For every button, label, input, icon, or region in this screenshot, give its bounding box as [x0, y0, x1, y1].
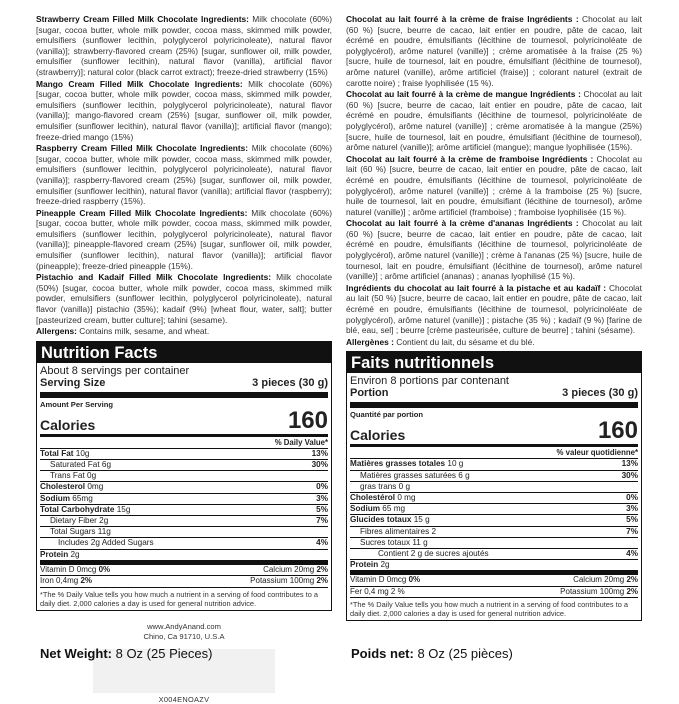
french-label-column — [346, 14, 642, 621]
servings-per-container: About 8 servings per container — [40, 364, 190, 377]
net-weight-value: 8 Oz (25 Pieces) — [111, 646, 213, 661]
daily-value-header: % Daily Value* — [40, 437, 328, 449]
calories-value-fr: 160 — [597, 417, 638, 445]
facts-title-fr: Faits nutritionnels — [347, 352, 641, 373]
ingredient-block-pistachio: Pistachio and Kadaif Filled Milk Chocolate Ingredients: Milk chocolate (50%) [sugar, cocoa butter, whole milk powder, cocoa mass, skimmed milk powder, emulsifiers (sunflower lecithin, polyglycerol polyricinoleate), natural flavor (vanilla)] pistachio (35%); kadaif (9%) [wheat flour, water, salt]; butter [pasteurized cream, butter culture]; tahini (sesame). — [36, 272, 333, 325]
ingredient-block-ananas: Chocolat au lait fourré à la crème d'ananas Ingrédients : Chocolat au lait (60 %) [sucre, beurre de cacao, lait entier en poudre, pâte de cacao, lait écrémé en poudre, émulsifiants (lécithine de tournesol, polyricinoléate de polyglycérol), arôme naturel (vanille)] ; crème à l'ananas (25 %) [sucre, huile de tournesol, lait en poudre, émulsifiant (lécithine de tournesol), arôme naturel (vanille)] ; arôme artificiel (ananas) ; ananas lyophilisé (15 %). — [346, 218, 642, 282]
nutrient-row-trans-fat: Trans Fat 0g — [40, 471, 328, 482]
servings-per-container-fr: Environ 8 portions par contenant — [350, 375, 509, 388]
calories-row — [40, 406, 328, 437]
nutrient-row-cholesterol-fr: Cholestérol 0 mg 0% — [350, 493, 638, 504]
net-weight — [40, 646, 212, 662]
amount-per-serving: Amount Per Serving — [40, 399, 113, 409]
nutrient-row-total-fat: Total Fat 10g 13% — [40, 449, 328, 460]
vitamin-row-1-fr: Vitamin D 0mcg 0% Calcium 20mg 2% — [350, 575, 638, 587]
nutrient-row-saturated-fat-fr: Matières grasses saturées 6 g 30% — [350, 471, 638, 482]
serving-size-row-fr — [350, 387, 638, 408]
nutrient-row-cholesterol: Cholesterol 0mg 0% — [40, 482, 328, 493]
nutrient-row-added-sugars: Includes 2g Added Sugars 4% — [40, 538, 328, 549]
serving-size-label: Serving Size — [40, 376, 106, 389]
nutrient-row-dietary-fiber: Dietary Fiber 2g 7% — [40, 516, 328, 527]
barcode-number: X004ENOAZV — [158, 694, 210, 704]
nutrient-row-total-sugars-fr: Sucres totaux 11 g — [350, 538, 638, 549]
nutrient-row-dietary-fiber-fr: Fibres alimentaires 2 7% — [350, 527, 638, 538]
nutrient-row-total-sugars: Total Sugars 11g — [40, 527, 328, 538]
company-website: www.AndyAnand.com — [147, 621, 221, 631]
serving-size-value: 3 pieces (30 g) — [252, 376, 328, 389]
company-address — [36, 622, 332, 642]
serving-size-row — [40, 377, 328, 398]
serving-size-value-fr: 3 pieces (30 g) — [562, 387, 638, 400]
ingredient-block-fraise: Chocolat au lait fourré à la crème de fraise Ingrédients : Chocolat au lait (60 %) [sucre, beurre de cacao, lait entier en poudre, pâte de cacao, lait écrémé en poudre, émulsifiants (lécithine de tournesol, polyricinoléate de polyglycérol), arôme naturel (vanille)] ; crème aromatisée à la fraise (25 %) [sucre, huile de tournesol, lait en poudre, émulsifiant (lécithine de tournesol), arôme naturel (vanille), arôme artificiel (fraise)] ; colorant naturel (extrait de carotte noire) ; fraise lyophilisée (15 %). — [346, 14, 642, 88]
calories-row-fr — [350, 419, 638, 447]
calories-label: Calories — [40, 416, 96, 433]
vitamin-row-2-fr: Fer 0,4 mg 2 % Potassium 100mg 2% — [350, 587, 638, 599]
calories-label-fr: Calories — [350, 427, 406, 444]
net-weight-label-fr: Poids net: — [351, 646, 414, 661]
nutrient-row-trans-fat-fr: gras trans 0 g — [350, 482, 638, 493]
nutrient-row-total-fat-fr: Matières grasses totales 10 g 13% — [350, 459, 638, 470]
allergens-statement: Allergens: Contains milk, sesame, and wheat. — [36, 326, 210, 337]
ingredients-list — [36, 14, 332, 337]
daily-value-header-fr: % valeur quotidienne* — [350, 447, 638, 459]
net-weight-label: Net Weight: — [40, 646, 112, 661]
nutrient-row-sodium-fr: Sodium 65 mg 3% — [350, 504, 638, 515]
nutrient-row-protein: Protein 2g — [40, 550, 328, 565]
company-city: Chino, Ca 91710, U.S.A — [143, 631, 225, 641]
ingredient-block-raspberry: Raspberry Cream Filled Milk Chocolate Ingredients: Milk chocolate (60%) [sugar, cocoa butter, whole milk powder, cocoa mass, skimmed milk powder, emulsifiers (sunflower lecithin, polyglycerol polyricinoleate), natural flavor (vanilla)]; raspberry-flavored cream (25%) [sugar, sunflower oil, milk powder, emulsifier (sunflower lecithin), natural flavor (vanilla); artificial flavor (raspberry); freeze-dried raspberry (15%). — [36, 143, 333, 207]
vitamin-row-1: Vitamin D 0mcg 0% Calcium 20mg 2% — [40, 565, 328, 577]
net-weight-value-fr: 8 Oz (25 pièces) — [413, 646, 513, 661]
daily-value-footnote: *The % Daily Value tells you how much a nutrient in a serving of food contributes to a daily diet. 2,000 calories a day is used for general nutrition advice. — [40, 589, 318, 608]
nutrition-facts-panel — [36, 341, 332, 611]
calories-value: 160 — [287, 406, 328, 434]
amount-per-serving-fr: Quantité par portion — [350, 410, 423, 420]
ingredient-block-strawberry: Strawberry Cream Filled Milk Chocolate Ingredients: Milk chocolate (60%) [sugar, cocoa butter, whole milk powder, cocoa mass, skimmed milk powder, emulsifiers (sunflower lecithin, polyglycerol polyricinoleate), natural flavor (vanilla)]; strawberry-flavored cream (25%) [sugar, sunflower oil, milk powder, emulsifier (sunflower lecithin), natural flavor (vanilla), artificial flavor (strawberry)]; natural color (black carrot extract); freeze-dried strawberry (15%) — [36, 14, 333, 77]
nutrient-row-protein-fr: Protein 2g — [350, 560, 638, 575]
daily-value-footnote-fr: *The % Daily Value tells you how much a nutrient in a serving of food contributes to a daily diet. 2,000 calories a day is used for general nutrition advice. — [350, 600, 628, 619]
facts-title: Nutrition Facts — [37, 342, 331, 363]
ingredient-block-framboise: Chocolat au lait fourré à la crème de framboise Ingrédients : Chocolat au lait (60 %) [sucre, beurre de cacao, lait entier en poudre, pâte de cacao, lait écrémé en poudre, émulsifiants (lécithine de tournesol, polyricinoléate de polyglycérol), arôme naturel (vanille)] ; crème à la framboise (25 %) [sucre, huile de tournesol, lait en poudre, émulsifiant (lécithine de tournesol), arôme naturel (vanille)] ; arôme artificiel (framboise) ; framboise lyophilisée (15 %). — [346, 153, 642, 217]
vitamin-row-2: Iron 0,4mg 2% Potassium 100mg 2% — [40, 576, 328, 588]
nutrition-facts-panel-fr — [346, 351, 642, 621]
nutrient-row-sodium: Sodium 65mg 3% — [40, 494, 328, 505]
serving-size-label-fr: Portion — [350, 387, 389, 400]
nutrient-row-total-carbohydrate: Total Carbohydrate 15g 5% — [40, 505, 328, 516]
nutrient-row-total-carbohydrate-fr: Glucides totaux 15 g 5% — [350, 515, 638, 526]
ingredients-list-fr — [346, 14, 642, 347]
net-weight-fr — [351, 646, 513, 662]
english-label-column — [36, 14, 332, 704]
ingredient-block-mangue: Chocolat au lait fourré à la crème de mangue Ingrédients : Chocolat au lait (60 %) [sucre, beurre de cacao, lait entier en poudre, pâte de cacao, lait écrémé en poudre, émulsifiants (lécithine de tournesol, polyricinoléate de polyglycérol), arôme naturel (vanille)] ; crème aromatisée à la mangue (25%) [sucre, huile de tournesol, lait en poudre, émulsifiant (lécithine de tournesol), arôme naturel (vanille)]; arôme artificiel (mangue); mangue lyophilisée (15%). — [346, 89, 642, 153]
ingredient-block-pistache: Ingrédients du chocolat au lait fourré à la pistache et au kadaïf : Chocolat au lait (50 %) [sucre, beurre de cacao, lait entier en poudre, pâte de cacao, lait écrémé en poudre, émulsifiants (lécithine de tournesol, polyricinoléate de polyglycérol), arôme naturel (vanille)] ; pistache (35 %) ; kadaïf (9 %) [farine de blé, eau, sel] ; beurre [crème pasteurisée, culture de beurre] ; tahini (sésame). — [346, 282, 642, 336]
ingredient-block-mango: Mango Cream Filled Milk Chocolate Ingredients: Milk chocolate (60%) [sugar, cocoa butter, whole milk powder, cocoa mass, skimmed milk powder, emulsifiers (sunflower lecithin, polyglycerol polyricinoleate), natural flavor (vanilla)]; mango-flavored cream (25%) [sugar, sunflower oil, milk powder, emulsifier (sunflower lecithin), natural flavor (vanilla)]; artificial flavor (mango); freeze-dried mango (15%) — [36, 78, 332, 142]
allergens-statement-fr: Allergènes : Contient du lait, du sésame et du blé. — [346, 336, 535, 347]
nutrient-row-saturated-fat: Saturated Fat 6g 30% — [40, 460, 328, 471]
ingredient-block-pineapple: Pineapple Cream Filled Milk Chocolate Ingredients: Milk chocolate (60%) [sugar, cocoa butter, whole milk powder, cocoa mass, skimmed milk powder, emulsifiers (sunflower lecithin, polyglycerol polyricinoleate), natural flavor (vanilla)]; pineapple-flavored cream (25%) [sugar, sunflower oil, milk powder, emulsifier (sunflower lecithin), natural flavor (vanilla)]; artificial flavor (pineapple); freeze-dried pineapple (15%). — [36, 207, 332, 271]
nutrient-row-added-sugars-fr: Contient 2 g de sucres ajoutés 4% — [350, 549, 638, 560]
